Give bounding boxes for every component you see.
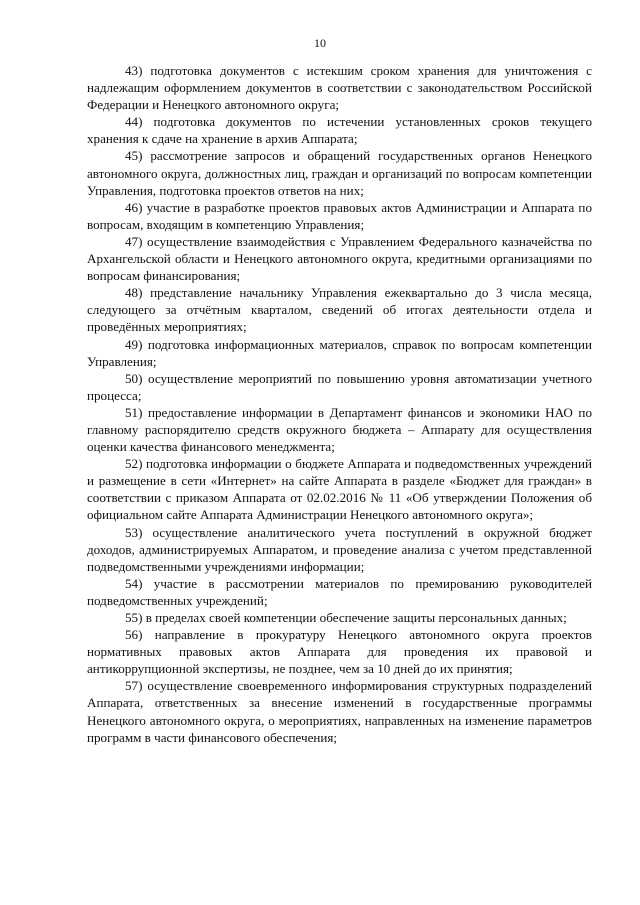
list-item: 48) представление начальнику Управления ежеквартально до 3 числа месяца, следующего за отчётным кварталом, сведений об итогах деятельности отдела и проведённых мероприятиях; <box>87 285 592 335</box>
list-item: 57) осуществление своевременного информирования структурных подразделений Аппарата, ответственных за внесение изменений в государственные программы Ненецкого автономного округа, о мероприятиях, направленных на изменение параметров программ в части финансового обеспечения; <box>87 678 592 745</box>
list-item: 54) участие в рассмотрении материалов по премированию руководителей подведомственных учреждений; <box>87 575 592 608</box>
list-item: 47) осуществление взаимодействия с Управлением Федерального казначейства по Архангельской области и Ненецкого автономного округа, кредитными организациями по вопросам финансирования; <box>87 233 592 284</box>
list-item: 45) рассмотрение запросов и обращений государственных органов Ненецкого автономного округа, должностных лиц, граждан и организаций по вопросам компетенции Управления, подготовка проектов ответов на них; <box>87 148 592 198</box>
list-item: 53) осуществление аналитического учета поступлений в окружной бюджет доходов, администрируемых Аппаратом, и проведение анализа с учетом представленной подведомственными учреждениями информации; <box>87 524 592 574</box>
list-item: 52) подготовка информации о бюджете Аппарата и подведомственных учреждений и размещение в сети «Интернет» на сайте Аппарата в разделе «Бюджет для граждан» в соответствии с приказом Аппарата от 02.02.2016 № 11 «Об утверждении Положения об официальном сайте Аппарата Администрации Ненецкого автономного округа»; <box>87 456 592 523</box>
list-item: 55) в пределах своей компетенции обеспечение защиты персональных данных; <box>125 610 567 625</box>
list-item: 51) предоставление информации в Департамент финансов и экономики НАО по главному распорядителю средств окружного бюджета – Аппарату для осуществления оценки качества финансового менеджмента; <box>87 404 592 455</box>
list-item: 43) подготовка документов с истекшим сроком хранения для уничтожения с надлежащим оформлением документов в соответствии с законодательством Российской Федерации и Ненецкого автономного округа; <box>87 63 592 113</box>
page-number: 10 <box>314 36 326 50</box>
document-body <box>87 62 592 746</box>
list-item: 56) направление в прокуратуру Ненецкого автономного округа проектов нормативных правовых актов Аппарата для проведения их правовой и антикоррупционной экспертизы, не позднее, чем за 10 дней до их принятия; <box>87 627 592 677</box>
list-item: 50) осуществление мероприятий по повышению уровня автоматизации учетного процесса; <box>87 370 592 403</box>
list-item: 49) подготовка информационных материалов, справок по вопросам компетенции Управления; <box>87 336 592 369</box>
list-item: 46) участие в разработке проектов правовых актов Администрации и Аппарата по вопросам, входящим в компетенцию Управления; <box>87 199 592 232</box>
list-item: 44) подготовка документов по истечении установленных сроков текущего хранения к сдаче на хранение в архив Аппарата; <box>87 114 592 147</box>
